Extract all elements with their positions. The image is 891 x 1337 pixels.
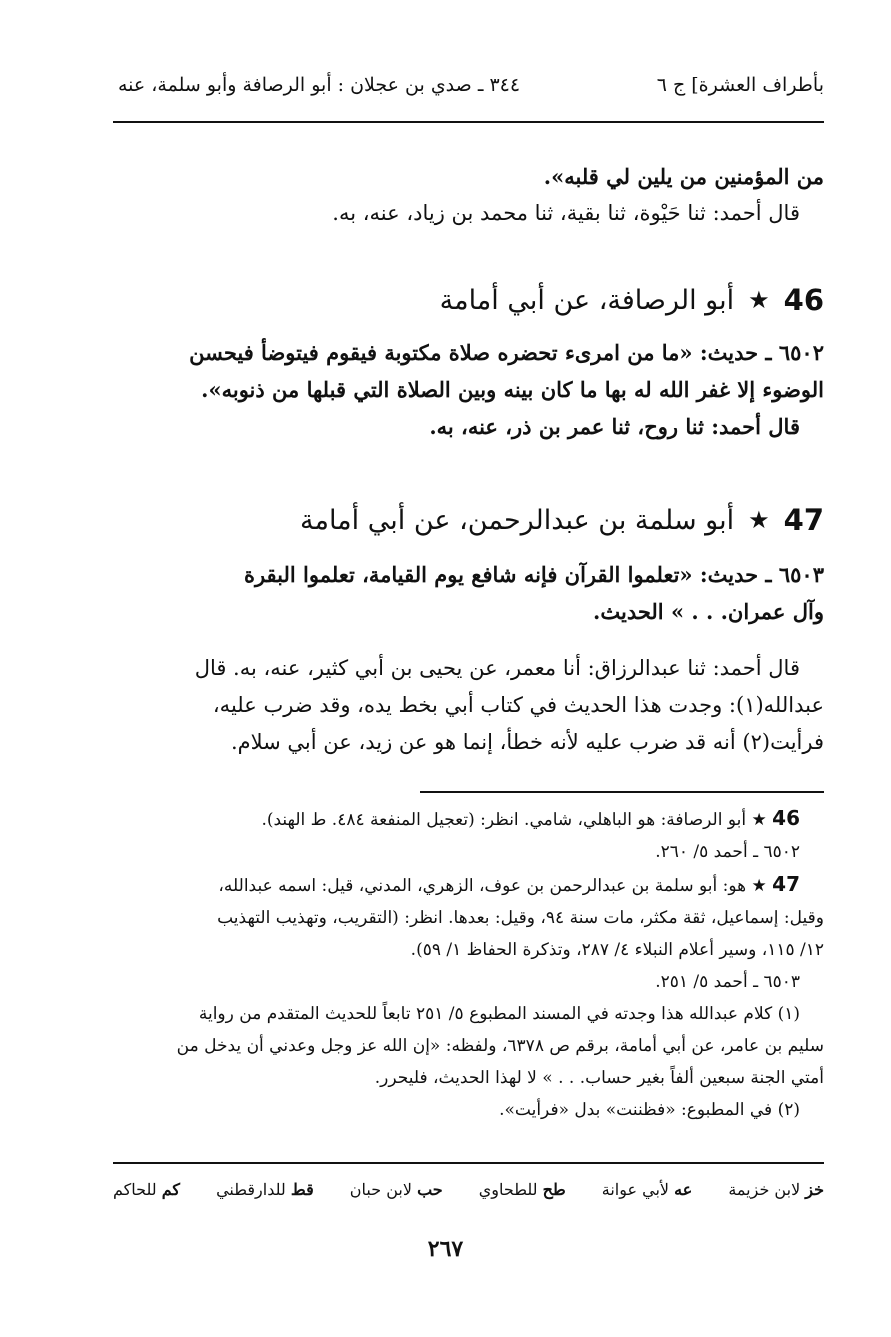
abbr-item: كم للحاكم (113, 1180, 181, 1199)
hadith-line: ٦٥٠٢ ـ حديث: «ما من امرىء تحضره صلاة مكتوبة فيقوم فيتوضأ فيحسن (189, 340, 824, 365)
abbr-item: طح للطحاوي (478, 1180, 566, 1199)
continued-line-1: من المؤمنين من يلين لي قلبه». (543, 164, 824, 189)
hadith-6502 (118, 334, 824, 445)
footnote-46-ref: ٦٥٠٢ ـ أحمد ٥/ ٢٦٠. (655, 842, 800, 862)
star-icon: ★ (751, 876, 767, 896)
hadith-chain: قال أحمد: ثنا روح، ثنا عمر بن ذر، عنه، به. (429, 414, 800, 439)
footnote-47: 47 ★ هو: أبو سلمة بن عبدالرحمن بن عوف، الزهري، المدني، قيل: اسمه عبدالله، (218, 872, 800, 896)
footnotes (118, 802, 824, 1126)
section-number: 46 (783, 283, 824, 317)
section-47-heading (118, 503, 824, 537)
hadith-line: وآل عمران. . . » الحديث. (593, 599, 824, 624)
header-rule (113, 121, 824, 123)
chain-line: فرأيت(٢) أنه قد ضرب عليه لأنه خطأ، إنما هو عن زيد، عن أبي سلام. (230, 730, 824, 754)
footnote-47-ref: ٦٥٠٣ ـ أحمد ٥/ ٢٥١. (655, 972, 800, 992)
section-46-heading (118, 283, 824, 317)
footnote-rule (420, 791, 824, 793)
abbr-item: قط للدارقطني (216, 1180, 314, 1199)
hadith-line: الوضوء إلا غفر الله له بها ما كان بينه وبين الصلاة التي قبلها من ذنوبه». (201, 377, 824, 402)
star-icon: ★ (748, 286, 770, 314)
hadith-6503-chain (118, 650, 824, 761)
star-icon: ★ (748, 506, 770, 534)
section-title: أبو الرصافة، عن أبي أمامة (439, 284, 735, 316)
abbr-item: خز لابن خزيمة (728, 1180, 824, 1199)
continued-text (118, 158, 824, 232)
running-header (118, 74, 824, 96)
note-1: (١) كلام عبدالله هذا وجدته في المسند المطبوع ٥/ ٢٥١ تابعاً للحديث المتقدم من رواية (198, 1004, 800, 1024)
chain-line: قال أحمد: ثنا عبدالرزاق: أنا معمر، عن يحيى بن أبي كثير، عنه، به. قال (194, 656, 800, 680)
header-right: بأطراف العشرة] ج ٦ (656, 74, 824, 96)
header-left: ٣٤٤ ـ صدي بن عجلان : أبو الرصافة وأبو سلمة، عنه (118, 74, 521, 96)
continued-chain: قال أحمد: ثنا حَيْوة، ثنا بقية، ثنا محمد بن زياد، عنه، به. (332, 201, 800, 225)
footnote-line: وقيل: إسماعيل، ثقة مكثر، مات سنة ٩٤، وقيل: بعدها. انظر: (التقريب، وتهذيب التهذيب (217, 908, 824, 928)
note-1-line: أمتي الجنة سبعين ألفاً بغير حساب. . . » لا لهذا الحديث، فليحرر. (374, 1068, 824, 1088)
chain-line: عبدالله(١): وجدت هذا الحديث في كتاب أبي بخط يده، وقد ضرب عليه، (212, 693, 824, 717)
note-1-line: سليم بن عامر، عن أبي أمامة، برقم ص ٦٣٧٨، ولفظه: «إن الله عز وجل وعدني أن يدخل من (176, 1036, 824, 1056)
abbr-item: عه لأبي عوانة (601, 1180, 693, 1199)
footer-rule (113, 1162, 824, 1164)
footnote-46: 46 ★ أبو الرصافة: هو الباهلي، شامي. انظر: (تعجيل المنفعة ٤٨٤. ط الهند). (261, 806, 800, 830)
hadith-line: ٦٥٠٣ ـ حديث: «تعلموا القرآن فإنه شافع يوم القيامة، تعلموا البقرة (243, 562, 824, 587)
section-title: أبو سلمة بن عبدالرحمن، عن أبي أمامة (300, 504, 735, 536)
star-icon: ★ (751, 810, 767, 830)
hadith-6503 (118, 556, 824, 630)
abbr-item: حب لابن حبان (349, 1180, 443, 1199)
page-number: ٢٦٧ (427, 1236, 464, 1262)
abbreviation-legend (113, 1180, 824, 1199)
section-number: 47 (783, 503, 824, 537)
footnote-line: ١٢/ ١١٥، وسير أعلام النبلاء ٤/ ٢٨٧، وتذكرة الحفاظ ١/ ٥٩). (410, 940, 824, 960)
note-2: (٢) في المطبوع: «فظننت» بدل «فرأيت». (499, 1100, 800, 1120)
